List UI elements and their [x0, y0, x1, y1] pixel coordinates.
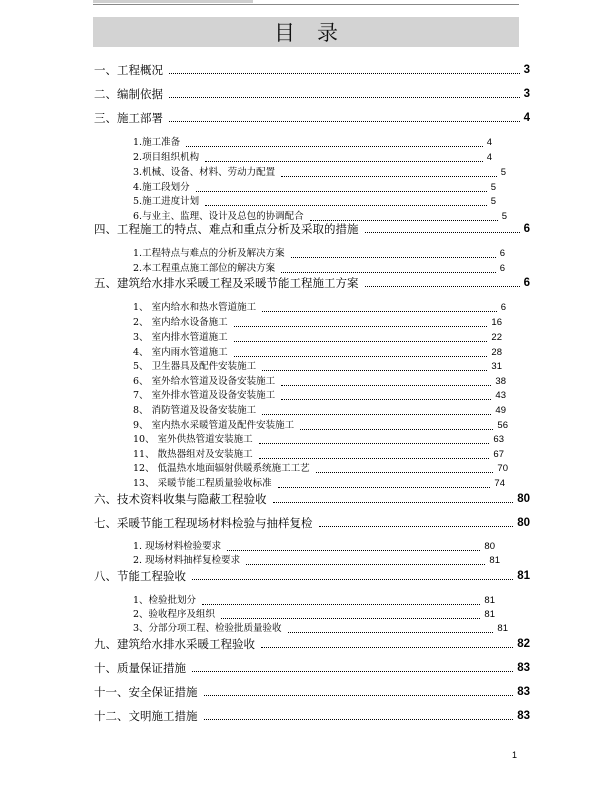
- toc-leader-dots: [227, 550, 480, 551]
- toc-entry[interactable]: [0, 491, 616, 507]
- toc-entry-page: 6: [499, 263, 505, 274]
- toc-subentry[interactable]: [0, 553, 616, 569]
- toc-entry[interactable]: [0, 708, 616, 724]
- toc-leader-dots: [169, 97, 520, 98]
- toc-subentry[interactable]: [0, 476, 616, 492]
- toc-leader-dots: [261, 647, 513, 648]
- toc-entry-title: 十、质量保证措施: [94, 661, 186, 675]
- toc-leader-dots: [278, 487, 490, 488]
- toc-entry-title: 四、工程施工的特点、难点和重点分析及采取的措施: [94, 222, 359, 236]
- toc-entry-page: 16: [491, 317, 502, 328]
- toc-leader-dots: [365, 232, 520, 233]
- toc-entry-page: 81: [497, 623, 508, 634]
- toc-entry-page: 67: [493, 449, 504, 460]
- toc-entry-title: 1、检验批划分: [133, 595, 197, 606]
- toc-entry-page: 3: [523, 88, 530, 100]
- toc-leader-dots: [281, 176, 497, 177]
- toc-leader-dots: [262, 414, 491, 415]
- toc-entry[interactable]: [0, 86, 616, 102]
- toc-leader-dots: [196, 191, 487, 192]
- toc-subentry[interactable]: [0, 194, 616, 210]
- toc-entry-title: 8、 消防管道及设备安装施工: [133, 405, 257, 416]
- toc-entry-title: 1、 室内给水和热水管道施工: [133, 302, 257, 313]
- toc-entry-page: 28: [491, 347, 502, 358]
- toc-entry-page: 80: [484, 541, 495, 552]
- toc-leader-dots: [204, 695, 513, 696]
- toc-entry-title: 3.机械、设备、材料、劳动力配置: [133, 167, 276, 178]
- toc-entry-page: 74: [494, 478, 505, 489]
- toc-entry[interactable]: [0, 568, 616, 584]
- toc-leader-dots: [192, 579, 513, 580]
- toc-entry-page: 6: [499, 248, 505, 259]
- toc-entry-title: 10、 室外供热管道安装施工: [133, 434, 253, 445]
- toc-leader-dots: [291, 257, 496, 258]
- toc-entry-title: 1.工程特点与难点的分析及解决方案: [133, 248, 285, 259]
- toc-leader-dots: [259, 458, 489, 459]
- toc-entry-title: 6.与业主、监理、设计及总包的协调配合: [133, 211, 304, 222]
- toc-entry-title: 9、 室内热水采暖管道及配件安装施工: [133, 420, 295, 431]
- toc-leader-dots: [234, 356, 487, 357]
- toc-leader-dots: [221, 618, 480, 619]
- toc-subentry[interactable]: [0, 621, 616, 637]
- toc-subentry[interactable]: [0, 300, 616, 316]
- toc-entry-page: 83: [517, 686, 530, 698]
- toc-leader-dots: [273, 502, 513, 503]
- toc-subentry[interactable]: [0, 432, 616, 448]
- toc-entry-page: 82: [517, 638, 530, 650]
- toc-entry-title: 2、 室内给水设备施工: [133, 317, 228, 328]
- toc-entry-title: 12、 低温热水地面辐射供暖系统施工工艺: [133, 463, 310, 474]
- toc-leader-dots: [281, 385, 491, 386]
- toc-entry-title: 2. 现场材料抽样复检要求: [133, 555, 241, 566]
- toc-leader-dots: [169, 121, 520, 122]
- toc-subentry[interactable]: [0, 330, 616, 346]
- toc-entry-page: 83: [517, 662, 530, 674]
- toc-leader-dots: [316, 472, 493, 473]
- toc-entry-page: 83: [517, 710, 530, 722]
- toc-entry-page: 63: [493, 434, 504, 445]
- toc-entry-title: 2.本工程重点施工部位的解决方案: [133, 263, 276, 274]
- toc-leader-dots: [319, 526, 513, 527]
- toc-leader-dots: [192, 671, 513, 672]
- toc-entry-page: 81: [517, 570, 530, 582]
- toc-leader-dots: [234, 326, 487, 327]
- toc-entry-page: 70: [497, 463, 508, 474]
- toc-leader-dots: [202, 604, 480, 605]
- toc-entry-page: 5: [490, 196, 496, 207]
- toc-entry-title: 5.施工进度计划: [133, 196, 200, 207]
- toc-leader-dots: [234, 341, 487, 342]
- toc-entry-title: 6、 室外给水管道及设备安装施工: [133, 376, 276, 387]
- toc-entry-page: 5: [500, 167, 506, 178]
- toc-subentry[interactable]: [0, 165, 616, 181]
- toc-entry-title: 7、 室外排水管道及设备安装施工: [133, 390, 276, 401]
- toc-entry[interactable]: [0, 636, 616, 652]
- toc-entry[interactable]: [0, 275, 616, 291]
- toc-entry-page: 22: [491, 332, 502, 343]
- toc-entry-title: 2、验收程序及组织: [133, 609, 216, 620]
- toc-entry[interactable]: [0, 110, 616, 126]
- toc-entry-page: 31: [491, 361, 502, 372]
- toc-entry-page: 80: [517, 493, 530, 505]
- toc-entry-page: 56: [497, 420, 508, 431]
- toc-leader-dots: [205, 161, 483, 162]
- toc-entry-title: 三、施工部署: [94, 111, 163, 125]
- toc-entry-title: 4、 室内雨水管道施工: [133, 347, 228, 358]
- toc-entry-title: 4.施工段划分: [133, 182, 190, 193]
- header-stub: [93, 0, 253, 3]
- toc-subentry[interactable]: [0, 246, 616, 262]
- toc-entry-title: 七、采暖节能工程现场材料检验与抽样复检: [94, 516, 313, 530]
- toc-entry[interactable]: [0, 515, 616, 531]
- toc-entry-page: 81: [484, 595, 495, 606]
- toc-entry-title: 2.项目组织机构: [133, 152, 200, 163]
- toc-entry-page: 6: [523, 223, 530, 235]
- toc-entry-title: 1. 现场材料检验要求: [133, 541, 222, 552]
- toc-title: 目录: [274, 21, 360, 45]
- toc-entry-page: 4: [523, 112, 530, 124]
- toc-entry-page: 49: [495, 405, 506, 416]
- toc-entry-title: 六、技术资料收集与隐蔽工程验收: [94, 492, 267, 506]
- toc-leader-dots: [300, 429, 493, 430]
- toc-entry[interactable]: [0, 684, 616, 700]
- toc-entry-title: 九、建筑给水排水采暖工程验收: [94, 637, 255, 651]
- toc-entry-page: 38: [495, 376, 506, 387]
- toc-entry-page: 80: [517, 517, 530, 529]
- toc-entry-title: 一、工程概况: [94, 63, 163, 77]
- toc-entry-title: 11、 散热器组对及安装施工: [133, 449, 253, 460]
- toc-leader-dots: [205, 205, 487, 206]
- toc-subentry[interactable]: [0, 461, 616, 477]
- toc-entry-page: 81: [484, 609, 495, 620]
- toc-title-bar: [93, 17, 519, 47]
- toc-entry-title: 十一、安全保证措施: [94, 685, 198, 699]
- toc-leader-dots: [262, 311, 497, 312]
- toc-leader-dots: [288, 632, 493, 633]
- toc-leader-dots: [365, 286, 520, 287]
- toc-leader-dots: [169, 73, 520, 74]
- toc-entry-title: 五、建筑给水排水采暖工程及采暖节能工程施工方案: [94, 276, 359, 290]
- toc-entry-title: 八、节能工程验收: [94, 569, 186, 583]
- toc-entry-title: 二、编制依据: [94, 87, 163, 101]
- toc-leader-dots: [281, 399, 491, 400]
- toc-entry-title: 十二、文明施工措施: [94, 709, 198, 723]
- toc-entry-page: 3: [523, 64, 530, 76]
- toc-leader-dots: [259, 443, 489, 444]
- toc-entry[interactable]: [0, 660, 616, 676]
- toc-subentry[interactable]: [0, 150, 616, 166]
- toc-entry[interactable]: [0, 221, 616, 237]
- toc-subentry[interactable]: [0, 403, 616, 419]
- toc-leader-dots: [281, 272, 496, 273]
- toc-leader-dots: [204, 719, 513, 720]
- toc-subentry[interactable]: [0, 315, 616, 331]
- toc-entry-page: 43: [495, 390, 506, 401]
- toc-subentry[interactable]: [0, 359, 616, 375]
- toc-entry-page: 5: [501, 211, 507, 222]
- toc-entry-page: 6: [523, 277, 530, 289]
- toc-entry-page: 4: [486, 152, 492, 163]
- toc-entry-title: 1.施工准备: [133, 137, 181, 148]
- toc-leader-dots: [246, 564, 485, 565]
- toc-entry-page: 81: [489, 555, 500, 566]
- toc-leader-dots: [186, 146, 483, 147]
- toc-entry-title: 3、分部分项工程、检验批质量验收: [133, 623, 282, 634]
- toc-entry-title: 13、 采暖节能工程质量验收标准: [133, 478, 272, 489]
- header-rule: [93, 4, 519, 5]
- page-number: 1: [512, 750, 518, 760]
- toc-entry-page: 5: [490, 182, 496, 193]
- toc-leader-dots: [262, 370, 487, 371]
- toc-entry-title: 3、 室内排水管道施工: [133, 332, 228, 343]
- toc-entry[interactable]: [0, 62, 616, 78]
- toc-entry-page: 6: [500, 302, 506, 313]
- toc-entry-title: 5、 卫生器具及配件安装施工: [133, 361, 257, 372]
- toc-subentry[interactable]: [0, 135, 616, 151]
- toc-subentry[interactable]: [0, 388, 616, 404]
- toc-entry-page: 4: [486, 137, 492, 148]
